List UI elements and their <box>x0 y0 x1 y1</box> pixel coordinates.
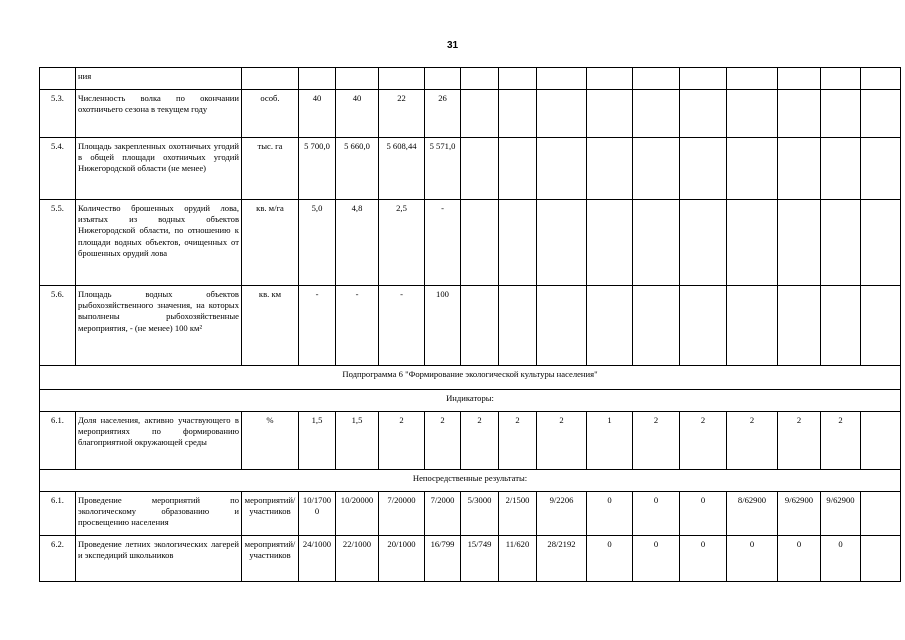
value-cell <box>727 68 778 90</box>
indicator-name: Доля населения, активно участвующего в мероприятиях по формированию благоприятной окружающей среды <box>76 412 242 470</box>
value-cell <box>727 90 778 138</box>
value-cell: 2 <box>537 412 587 470</box>
value-cell: 7/2000 <box>425 492 461 536</box>
value-cell <box>587 200 633 286</box>
value-cell: 2 <box>379 412 425 470</box>
section-header-row <box>40 366 901 390</box>
value-cell: 5,0 <box>299 200 336 286</box>
value-cell: 0 <box>821 536 861 582</box>
row-number: 5.4. <box>40 138 76 200</box>
value-cell: 9/62900 <box>778 492 821 536</box>
page-number: 31 <box>446 40 459 51</box>
value-cell <box>461 138 499 200</box>
value-cell: 10/20000 <box>336 492 379 536</box>
value-cell: 5 660,0 <box>336 138 379 200</box>
table-row <box>40 492 901 536</box>
value-cell: 0 <box>680 492 727 536</box>
value-cell <box>499 286 537 366</box>
indicator-name: Проведение летних экологических лагерей и экспедиций школьников <box>76 536 242 582</box>
value-cell: 0 <box>587 536 633 582</box>
value-cell: 2/1500 <box>499 492 537 536</box>
value-cell <box>633 138 680 200</box>
value-cell <box>821 200 861 286</box>
value-cell <box>778 68 821 90</box>
table-row <box>40 536 901 582</box>
value-cell: 0 <box>727 536 778 582</box>
value-cell <box>633 90 680 138</box>
value-cell <box>821 68 861 90</box>
value-cell: 8/62900 <box>727 492 778 536</box>
indicator-name: ния <box>76 68 242 90</box>
value-cell: 9/62900 <box>821 492 861 536</box>
value-cell: 40 <box>299 90 336 138</box>
value-cell <box>680 90 727 138</box>
row-number <box>40 68 76 90</box>
section-header-row <box>40 390 901 412</box>
value-cell <box>633 68 680 90</box>
value-cell <box>821 138 861 200</box>
value-cell: 28/2192 <box>537 536 587 582</box>
value-cell: - <box>425 200 461 286</box>
value-cell <box>537 68 587 90</box>
value-cell: 22 <box>379 90 425 138</box>
value-cell <box>861 286 901 366</box>
value-cell: 2 <box>425 412 461 470</box>
value-cell <box>499 138 537 200</box>
value-cell: - <box>299 286 336 366</box>
value-cell <box>778 138 821 200</box>
value-cell <box>537 138 587 200</box>
section-title: Подпрограмма 6 "Формирование экологической культуры населения" <box>40 366 901 390</box>
value-cell <box>778 90 821 138</box>
value-cell: 1 <box>587 412 633 470</box>
value-cell: 26 <box>425 90 461 138</box>
value-cell: 0 <box>778 536 821 582</box>
value-cell <box>587 68 633 90</box>
value-cell <box>537 90 587 138</box>
value-cell: 1,5 <box>299 412 336 470</box>
value-cell: 0 <box>587 492 633 536</box>
value-cell: 9/2206 <box>537 492 587 536</box>
value-cell <box>821 286 861 366</box>
value-cell <box>861 90 901 138</box>
value-cell: 5 571,0 <box>425 138 461 200</box>
table-row <box>40 412 901 470</box>
value-cell: 0 <box>680 536 727 582</box>
table-row <box>40 286 901 366</box>
value-cell: 5 700,0 <box>299 138 336 200</box>
unit-cell: тыс. га <box>242 138 299 200</box>
value-cell <box>778 200 821 286</box>
section-title: Индикаторы: <box>40 390 901 412</box>
value-cell: 2 <box>680 412 727 470</box>
value-cell <box>633 286 680 366</box>
value-cell <box>727 138 778 200</box>
value-cell <box>727 200 778 286</box>
value-cell: 40 <box>336 90 379 138</box>
value-cell: 2 <box>633 412 680 470</box>
row-number: 5.5. <box>40 200 76 286</box>
value-cell <box>499 68 537 90</box>
value-cell: 100 <box>425 286 461 366</box>
value-cell <box>778 286 821 366</box>
value-cell <box>499 90 537 138</box>
value-cell: 10/17000 <box>299 492 336 536</box>
value-cell: 0 <box>633 492 680 536</box>
value-cell <box>633 200 680 286</box>
value-cell <box>461 90 499 138</box>
value-cell: 2 <box>461 412 499 470</box>
value-cell <box>727 286 778 366</box>
value-cell <box>537 200 587 286</box>
indicators-table <box>39 67 901 582</box>
value-cell: 0 <box>633 536 680 582</box>
value-cell <box>861 412 901 470</box>
value-cell: 4,8 <box>336 200 379 286</box>
value-cell <box>587 286 633 366</box>
value-cell <box>861 200 901 286</box>
row-number: 6.2. <box>40 536 76 582</box>
indicator-name: Проведение мероприятий по экологическому образованию и просвещению населения <box>76 492 242 536</box>
row-number: 6.1. <box>40 492 76 536</box>
indicator-name: Количество брошенных орудий лова, изъятых из водных объектов Нижегородской области, по отношению к площади водных объектов, очищенных от брошенных орудий лова <box>76 200 242 286</box>
table-row <box>40 200 901 286</box>
value-cell <box>461 200 499 286</box>
indicator-name: Площадь водных объектов рыбохозяйственного значения, на которых выполнены рыбохозяйственные мероприятия, - (не менее) 100 км² <box>76 286 242 366</box>
unit-cell: кв. м/га <box>242 200 299 286</box>
unit-cell: мероприятий/участников <box>242 536 299 582</box>
section-header-row <box>40 470 901 492</box>
value-cell <box>680 68 727 90</box>
value-cell: 7/20000 <box>379 492 425 536</box>
row-number: 5.3. <box>40 90 76 138</box>
table-row <box>40 138 901 200</box>
value-cell: 16/799 <box>425 536 461 582</box>
unit-cell: кв. км <box>242 286 299 366</box>
value-cell: 5/3000 <box>461 492 499 536</box>
value-cell: 2 <box>499 412 537 470</box>
value-cell <box>861 536 901 582</box>
value-cell <box>821 90 861 138</box>
table-row <box>40 90 901 138</box>
section-title: Непосредственные результаты: <box>40 470 901 492</box>
value-cell: 2,5 <box>379 200 425 286</box>
unit-cell <box>242 68 299 90</box>
value-cell: - <box>379 286 425 366</box>
unit-cell: мероприятий/участников <box>242 492 299 536</box>
value-cell <box>461 68 499 90</box>
value-cell <box>861 492 901 536</box>
value-cell <box>499 200 537 286</box>
value-cell: 2 <box>778 412 821 470</box>
row-number: 5.6. <box>40 286 76 366</box>
value-cell <box>379 68 425 90</box>
value-cell <box>336 68 379 90</box>
indicator-name: Площадь закрепленных охотничьих угодий в общей площади охотничьих угодий Нижегородской области (не менее) <box>76 138 242 200</box>
value-cell <box>861 68 901 90</box>
unit-cell: % <box>242 412 299 470</box>
value-cell <box>587 138 633 200</box>
value-cell <box>461 286 499 366</box>
value-cell <box>425 68 461 90</box>
value-cell: 2 <box>821 412 861 470</box>
value-cell: 1,5 <box>336 412 379 470</box>
indicator-name: Численность волка по окончании охотничьего сезона в текущем году <box>76 90 242 138</box>
table-row <box>40 68 901 90</box>
value-cell <box>537 286 587 366</box>
value-cell: 5 608,44 <box>379 138 425 200</box>
value-cell <box>680 138 727 200</box>
value-cell: 15/749 <box>461 536 499 582</box>
unit-cell: особ. <box>242 90 299 138</box>
value-cell <box>680 200 727 286</box>
value-cell <box>680 286 727 366</box>
value-cell: 24/1000 <box>299 536 336 582</box>
value-cell: - <box>336 286 379 366</box>
value-cell: 11/620 <box>499 536 537 582</box>
value-cell: 22/1000 <box>336 536 379 582</box>
value-cell: 20/1000 <box>379 536 425 582</box>
value-cell <box>299 68 336 90</box>
value-cell <box>861 138 901 200</box>
row-number: 6.1. <box>40 412 76 470</box>
value-cell: 2 <box>727 412 778 470</box>
value-cell <box>587 90 633 138</box>
